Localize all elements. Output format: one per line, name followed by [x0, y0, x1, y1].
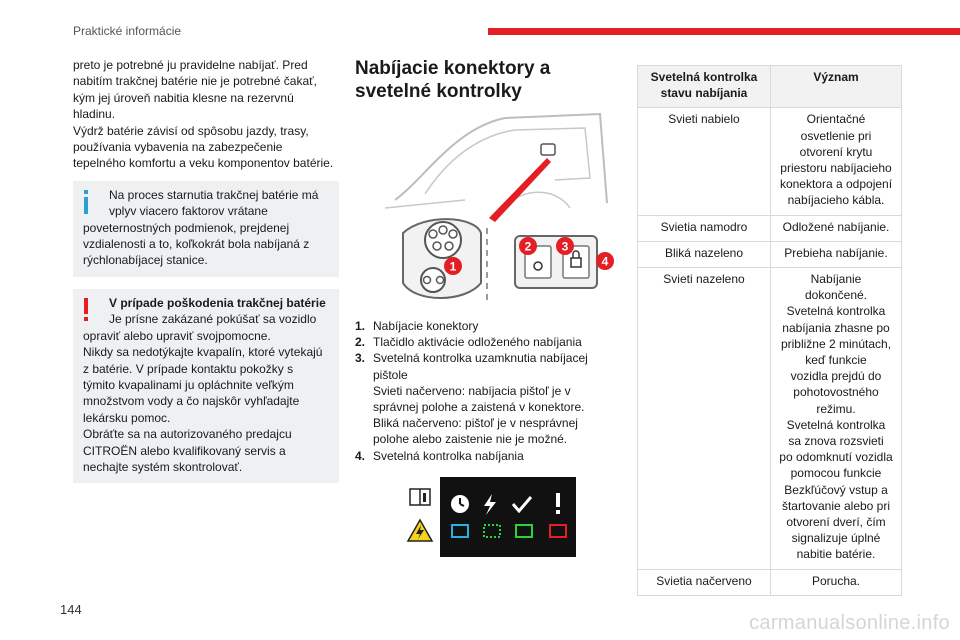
section-title: Nabíjacie konektory a svetelné kontrolky: [355, 58, 551, 102]
warning-title: V prípade poškodenia trakčnej batérie: [109, 295, 326, 310]
callout-2: [519, 237, 537, 255]
charging-port-illustration: [385, 108, 615, 308]
table-row: Svieti nabielo Orientačné osvetlenie pri otvorení krytu priestoru nabíjacieho konektora a odpojení nabíjacieho kábla.: [638, 108, 902, 215]
callout-3: [556, 237, 574, 255]
col-header-state: Svetelná kontrolka stavu nabíjania: [638, 66, 771, 108]
table-row: Svietia načerveno Porucha.: [638, 569, 902, 595]
middle-column: [355, 57, 600, 103]
charging-connectors: [403, 219, 481, 298]
connector-legend: [355, 318, 600, 464]
callout-3-label: 3: [561, 239, 569, 254]
charging-lamp-panel: [400, 477, 576, 557]
warning-box: V prípade poškodenia trakčnej batérie Je prísne zakázané pokúšať sa vozidlo opraviť alebo upraviť svojpomocne. Nikdy sa nedotýkajte kvapalín, ktoré vytekajú z batérie. V prípade kontaktu pokožky s týmito kvapalinami ju opláchnite veľkým množstvom vody a čo najskôr vyhľadajte lekársku pomoc. Obráťte sa na autorizovaného predajcu CITROËN alebo kvalifikovaný servis a nechajte systém skontrolovať.: [73, 289, 339, 483]
callout-1-label: 1: [449, 259, 457, 274]
warning-icon: [81, 298, 91, 322]
list-item: 3. Svetelná kontrolka uzamknutia nabíjacej pištole Svieti načerveno: nabíjacia pištoľ je v správnej polohe a zaistená v konektore. Bliká načerveno: pištoľ je v nesprávnej polohe alebo zaistenie nie je možné.: [355, 351, 588, 447]
page-number: 144: [60, 602, 82, 617]
callout-2-label: 2: [524, 239, 532, 254]
charging-status-table: [637, 65, 902, 596]
exclamation-icon: [556, 493, 560, 514]
col-header-meaning: Význam: [771, 66, 902, 108]
info-box: Na proces starnutia trakčnej batérie má vplyv viacero faktorov vrátane poveternostných podmienok, prejdenej vzdialenosti a to, koľkokrát bola nabíjaná z rýchlonabíjacej stanice.: [73, 181, 339, 277]
table-row: Bliká nazeleno Prebieha nabíjanie.: [638, 241, 902, 267]
callout-4: [596, 252, 614, 270]
intro-paragraph: preto je potrebné ju pravidelne nabíjať. Pred nabitím trakčnej batérie nie je potrebné čakať, kým jej úroveň nabitia klesne na rezervnú hladinu. Výdrž batérie závisí od spôsobu jazdy, trasy, používania vybavenia na zabezpečenie tepelného komfortu a veku komponentov batérie.: [73, 58, 334, 171]
section-header: Praktické informácie: [73, 24, 182, 38]
header-accent-bar: [488, 28, 960, 35]
watermark-text: carmanualsonline.info: [749, 612, 950, 634]
clock-icon: [451, 495, 469, 513]
table-header-row: [638, 66, 902, 108]
flap-marker-icon: [541, 144, 555, 155]
callout-4-label: 4: [601, 254, 609, 269]
table-row: Svieti nazeleno Nabíjanie dokončené. Svetelná kontrolka nabíjania zhasne po približne 2 minútach, keď funkcie vozidla prejdú do pohotovostného režimu. Svetelná kontrolka sa znova rozsvieti po odomknutí vozidla pomocou funkcie Bezkľúčový vstup a štartovanie alebo pri otvorení dverí, čím signalizuje úplné nabitie batérie.: [638, 268, 902, 570]
list-item: 4. Svetelná kontrolka nabíjania: [355, 448, 524, 463]
list-item: 1. Nabíjacie konektory: [355, 319, 479, 333]
callout-1: [444, 257, 462, 275]
info-icon: [81, 190, 91, 214]
pointer-wedge: [489, 158, 551, 222]
table-row: Svietia namodro Odložené nabíjanie.: [638, 215, 902, 241]
left-column: [73, 57, 339, 483]
list-item: 2. Tlačidlo aktivácie odloženého nabíjania: [355, 335, 582, 350]
